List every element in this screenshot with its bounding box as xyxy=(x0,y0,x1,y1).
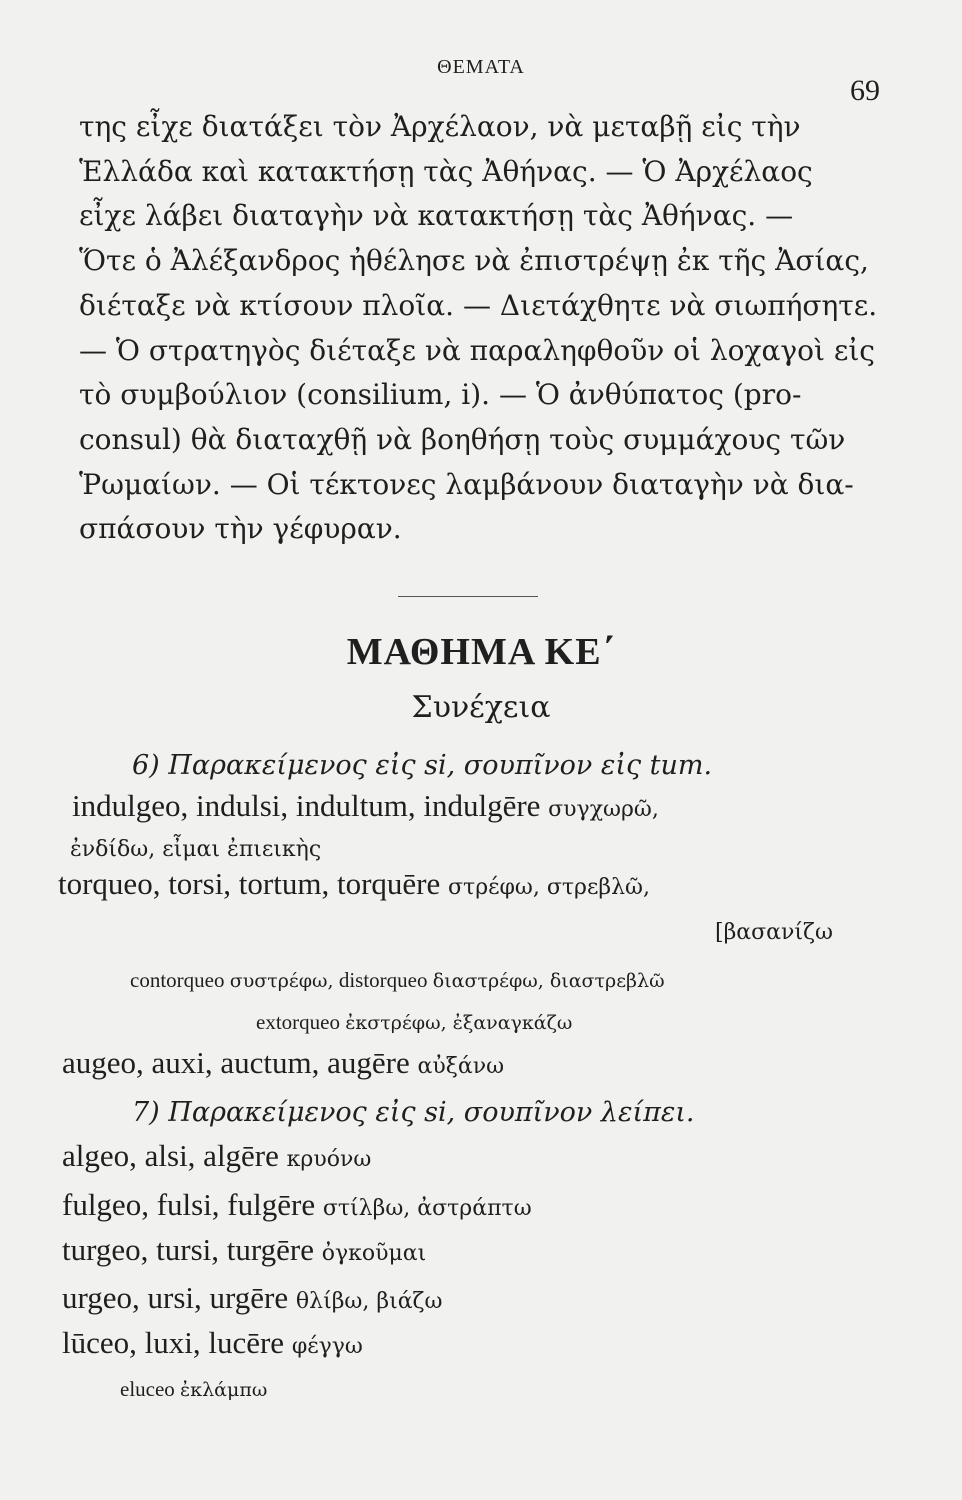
verb-greek: ὀγκοῦμαι xyxy=(321,1241,427,1266)
verb-greek: κρυόνω xyxy=(286,1147,372,1172)
compound-latin: distorqueo xyxy=(338,968,428,992)
verb-entry-augeo xyxy=(62,1045,504,1081)
paragraph-line: consul) θὰ διαταχθῇ νὰ βοηθήσῃ τοὺς συμμάχους τῶν xyxy=(79,422,846,456)
verb-entry-luceo xyxy=(62,1325,363,1361)
verb-latin: augeo, auxi, auctum, augēre xyxy=(62,1045,410,1080)
paragraph-line: — Ὁ στρατηγὸς διέταξε νὰ παραληφθοῦν οἱ λοχαγοὶ εἰς xyxy=(79,333,875,367)
verb-continuation-torqueo: [βασανίζω xyxy=(715,920,833,945)
section-6-heading: 6) Παρακείμενος εἰς si, σουπῖνον εἰς tum. xyxy=(132,750,713,781)
verb-greek: φέγγω xyxy=(291,1334,363,1359)
lesson-title: ΜΑΘΗΜΑ ΚΕ΄ xyxy=(346,631,616,673)
verb-continuation-indulgeo: ἐνδίδω, εἶμαι ἐπιεικὴς xyxy=(70,837,322,862)
verb-latin: torqueo, torsi, tortum, torquēre xyxy=(58,866,441,901)
paragraph-line: διέταξε νὰ κτίσουν πλοῖα. — Διετάχθητε νὰ σιωπήσητε. xyxy=(79,288,878,322)
verb-entry-algeo xyxy=(62,1138,371,1174)
section-divider xyxy=(398,596,538,597)
verb-latin: lūceo, luxi, lucēre xyxy=(62,1325,285,1360)
exercise-paragraph xyxy=(79,105,889,552)
compound-greek: ἐκλάμπω xyxy=(180,1379,268,1401)
compound-greek: διαστρέφω, διαστρεβλῶ xyxy=(432,970,665,992)
verb-greek: στρέφω, στρεβλῶ, xyxy=(448,875,650,900)
verb-latin: algeo, alsi, algēre xyxy=(62,1138,279,1173)
paragraph-line: Ῥωμαίων. — Οἱ τέκτονες λαμβάνουν διαταγὴν νὰ δια- xyxy=(79,467,854,501)
paragraph-line: σπάσουν τὴν γέφυραν. xyxy=(79,512,402,546)
paragraph-line: εἶχε λάβει διαταγὴν νὰ κατακτήσῃ τὰς Ἀθήνας. — xyxy=(79,199,794,233)
section-7-heading: 7) Παρακείμενος εἰς si, σουπῖνον λείπει. xyxy=(132,1097,695,1128)
verb-greek: θλίβω, βιάζω xyxy=(295,1289,443,1314)
verb-latin: fulgeo, fulsi, fulgēre xyxy=(62,1187,316,1222)
compound-contorqueo xyxy=(130,968,665,993)
compound-latin: extorqueo xyxy=(256,1010,340,1034)
compound-latin: contorqueo xyxy=(130,968,225,992)
paragraph-line: Ὅτε ὁ Ἀλέξανδρος ἠθέλησε νὰ ἐπιστρέψῃ ἐκ τῆς Ἀσίας, xyxy=(79,244,869,278)
verb-entry-torqueo xyxy=(58,866,650,902)
verb-greek: αὐξάνω xyxy=(417,1054,505,1079)
compound-latin: eluceo xyxy=(120,1377,175,1401)
compound-extorqueo xyxy=(256,1010,572,1035)
running-head: ΘΕΜΑΤΑ xyxy=(437,56,525,78)
verb-latin: urgeo, ursi, urgēre xyxy=(62,1280,289,1315)
compound-greek: συστρέφω, xyxy=(229,970,334,992)
verb-entry-urgeo xyxy=(62,1280,442,1316)
verb-greek: συγχωρῶ, xyxy=(548,797,659,822)
verb-entry-turgeo xyxy=(62,1232,426,1268)
verb-latin: indulgeo, indulsi, indultum, indulgēre xyxy=(72,788,541,823)
lesson-subtitle: Συνέχεια xyxy=(411,690,551,725)
verb-greek: στίλβω, ἀστράπτω xyxy=(322,1196,532,1221)
page-number: 69 xyxy=(850,74,880,107)
paragraph-line: τὸ συμβούλιον (consilium, i). — Ὁ ἀνθύπατος (pro- xyxy=(79,378,802,412)
verb-latin: turgeo, tursi, turgēre xyxy=(62,1232,314,1267)
paragraph-line: της εἶχε διατάξει τὸν Ἀρχέλαον, νὰ μεταβῇ εἰς τὴν xyxy=(79,110,801,143)
compound-greek: ἐκστρέφω, ἐξαναγκάζω xyxy=(345,1012,573,1034)
compound-eluceo xyxy=(120,1377,267,1402)
verb-entry-indulgeo xyxy=(72,788,659,824)
verb-entry-fulgeo xyxy=(62,1187,532,1223)
paragraph-line: Ἑλλάδα καὶ κατακτήσῃ τὰς Ἀθήνας. — Ὁ Ἀρχέλαος xyxy=(79,154,813,188)
